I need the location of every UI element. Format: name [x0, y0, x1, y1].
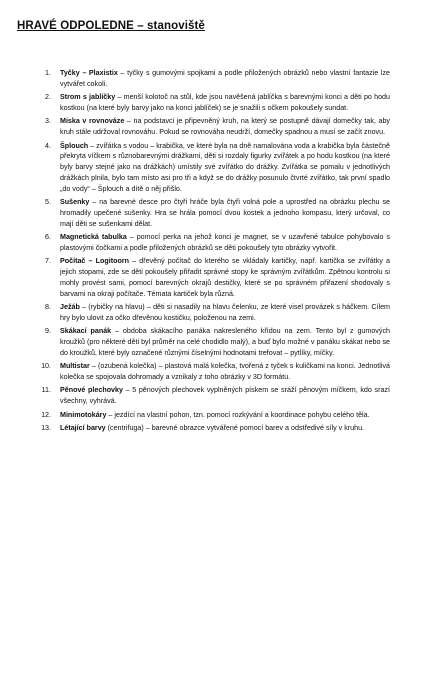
item-description: – dřevěný počítač do kterého se vkládaly kartičky, např. kartička se zvířátky a jejich stopami, zde se děti pokoušely přiřadit správné stopy ke správným zvířátkům. Zpětnou kontrolu si mohly provést sami, pomocí barevných okrajů destičky, které se po správném přiřazení shodovaly s barvami na okraji počítače. Témata kartiček byla různá. [60, 257, 390, 298]
station-item [26, 385, 390, 407]
item-description: – (ozubená kolečka) – plastová malá kolečka, tvořená z tyček s kuličkami na konci. Jednotlivá kolečka se spojovala dohromady a vznikaly z toho obrázky v 3D formátu. [60, 362, 390, 382]
item-number: 7. [45, 257, 51, 266]
item-number: 8. [45, 303, 51, 312]
station-item [26, 326, 390, 358]
item-number: 4. [45, 141, 51, 150]
station-item [26, 302, 390, 324]
item-term: Multistar [60, 362, 90, 371]
station-item [26, 410, 390, 421]
item-number: 2. [45, 93, 51, 102]
item-term: Počítač – Logitoorn [60, 257, 129, 266]
item-number: 11. [41, 386, 51, 395]
item-term: Sušenky [60, 198, 90, 207]
item-term: Šplouch [60, 141, 89, 150]
item-number: 9. [45, 327, 51, 336]
station-item [26, 92, 390, 114]
station-item [26, 197, 390, 229]
station-item [26, 361, 390, 383]
station-item [26, 116, 390, 138]
item-number: 1. [45, 69, 51, 77]
item-term: Magnetická tabulka [60, 233, 127, 242]
item-term: Miska v rovnováze [60, 117, 125, 126]
item-description: – zvířátka s vodou – krabička, ve které byla na dně namalována voda a krabička byla částečně překryta víčkem s různobarevnými drážkami, děti si rozdaly figurky zvířátek a po hodu kostkou (na které byly barvy stejné jako na drážkách) umístily své zvířátko do drážky. Zvířátka se pomalu v jednotlivých drážkách plnila, bylo tam místo asi pro tři a když se do drážky posunulo čtvrté zvířátko, tak první spadlo „do vody“ – Šplouch a dítě o něj přišlo. [60, 141, 390, 193]
item-term: Ježáb [60, 303, 80, 312]
item-number: 13. [41, 424, 51, 433]
item-description: – na podstavci je připevněný kruh, na který se postupně dávají domečky tak, aby kruh stále udržoval rovnováhu. Pokud se rovnováha neudrží, domečky spadnou a musí se začít znovu. [60, 117, 391, 137]
item-term: Pěnové plechovky [60, 386, 123, 395]
station-item [26, 232, 390, 254]
item-description: – obdoba skákacího panáka nakresleného křídou na zem. Tento byl z gumových kroužků (pro některé děti byl průměr na celé chodidlo malý), a buď bylo možné v panáku skákat nebo se do kroužků, které byly označené různými číselnými hodnotami trefovat – pytlíky, míčky. [60, 327, 390, 357]
item-description: – na barevné desce pro čtyři hráče byla čtyři volná pole a uprostřed na obrázku plechu se hromadily upečené sušenky. Hra se hrála pomocí dvou kostek a jednoho kompasu, který určoval, co mají děti se sušenkami dělat. [60, 198, 390, 228]
item-term: Strom s jablíčky [60, 93, 116, 102]
document-title: HRAVÉ ODPOLEDNE – stanoviště [17, 20, 205, 32]
item-description: – 5 pěnových plechovek vyplněných pískem se sráží pěnovým míčkem, kdo srazí všechny, vyhrává. [60, 386, 390, 406]
item-number: 3. [45, 117, 51, 126]
station-item [26, 68, 390, 90]
item-description: – pomocí perka na jehož konci je magnet, se v uzavřené tabulce pohybovalo s plastovými čočkami a podle přiložených obrázků se děti pokoušely tyto obrázky vytvořit. [60, 233, 390, 252]
item-description: (centrifuga) – barevné obrazce vytvářené pomocí barev a odstředivé síly v kruhu. [105, 424, 365, 433]
item-description: – tyčky s gumovými spojkami a podle přiložených obrázků nebo vlastní fantazie lze vytvářet cokoli. [60, 69, 390, 88]
item-number: 10. [41, 362, 51, 371]
item-number: 6. [45, 233, 51, 242]
station-item [26, 423, 390, 434]
station-list [26, 68, 390, 436]
item-number: 5. [45, 198, 51, 207]
item-term: Skákací panák [60, 327, 112, 336]
item-description: – menší kolotoč na stůl, kde jsou navěšená jablíčka s barevnými konci a děti po hodu kostkou (na které byly barvy jako na konci jablíček) se je snažili s očkem pokoušely sundat. [60, 93, 390, 112]
item-description: – (rybičky na hlavu) – děti si nasadily na hlavu čelenku, ze které visel provázek s háčkem. Cílem hry bylo ulovit za očko dřevěnou kostičku, položenou na zemi. [60, 303, 390, 322]
item-description: – jezdící na vlastní pohon, tzn. pomocí rozkývání a koordinace pohybu celého těla. [106, 410, 370, 419]
station-item [26, 256, 390, 299]
item-term: Minimotokáry [60, 410, 107, 419]
item-term: Létající barvy [60, 424, 106, 433]
item-term: Tyčky – Plaxistix [60, 69, 118, 77]
station-item [26, 141, 390, 195]
item-number: 12. [41, 410, 51, 419]
